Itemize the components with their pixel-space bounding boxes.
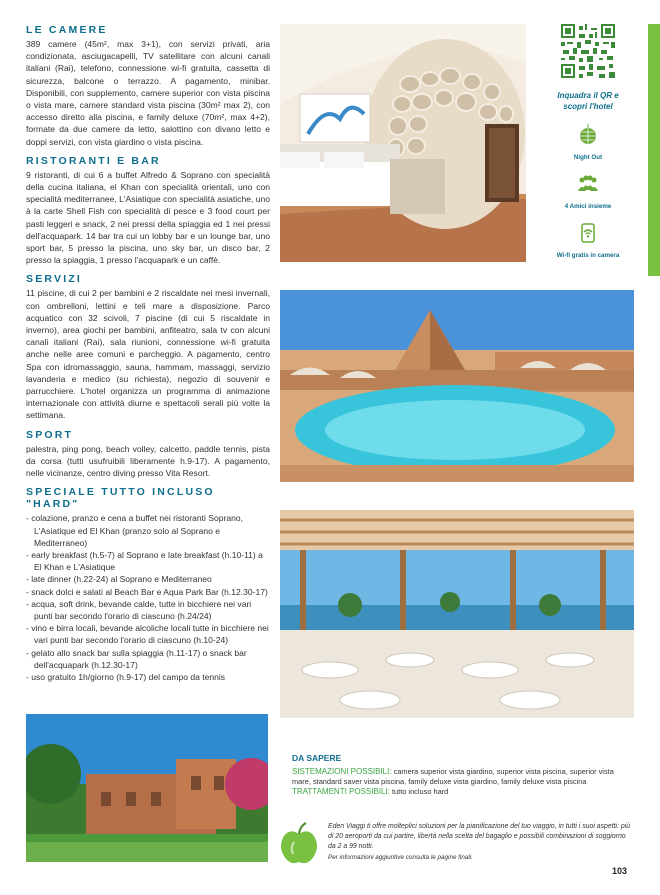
eden-paragraph <box>328 822 632 863</box>
restaurant-photo <box>280 510 634 718</box>
disco-ball-icon <box>577 124 599 146</box>
info-box <box>292 753 632 797</box>
trattamenti-label: TRATTAMENTI POSSIBILI: <box>292 787 390 796</box>
feature-label: 4 Amici insieme <box>564 203 612 210</box>
list-item: - snack dolci e salati al Beach Bar e Aqua Park Bar (h.12.30-17) <box>26 586 268 597</box>
sistemazioni-line <box>292 767 632 787</box>
list-item: - colazione, pranzo e cena a buffet nei ristoranti Soprano, L'Asiatique ed El Khan (pranzo solo al Soprano e Mediterraneo) <box>26 513 243 548</box>
section-title-speciale: SPECIALE TUTTO INCLUSO "HARD" <box>26 486 215 511</box>
eden-text: Eden Viaggi ti offre molteplici soluzioni per la pianificazione del tuo viaggio, in tutti i suoi aspetti: più di 20 aeroporti da cui partire, libertà nella scelta del bagaglio e possibili combinazioni di soggiorno da 2 a 99 notti. <box>328 823 631 850</box>
qr-caption: Inquadra il QR e scopri l'hotel <box>557 91 619 111</box>
sport-text: palestra, ping pong, beach volley, calcetto, paddle tennis, pista da corsa (tutti usufruibili liberamente h.9-17). A pagamento, nelle vicinanze, centro diving presso Vita Resort. <box>26 443 270 479</box>
list-item: - vino e birra locali, bevande alcoliche locali tutte in bicchiere nei vari punti bar secondo l'orario di ciascuno (h.10-24) <box>26 623 269 646</box>
trattamenti-line <box>292 787 632 797</box>
camere-text: 389 camere (45m², max 3+1), con servizi privati, aria condizionata, asciugacapelli, TV satellitare con alcuni canali italiani (Rai), telefono, connessione wi-fi gratuita, cassetta di sicurezza, balcone o terrazzo. A pagamento, minibar. Disponibili, con supplemento, camere superior con vista piscina o vista mare, camere standard vista piscina (30m² max 2), con accesso diretto alla piscina, e family deluxe (70m², max 4+2), formate da due camere da letto, salottino con divano letto e doppi servizi, con vista giardino o vista piscina. <box>26 39 270 147</box>
list-item: - uso gratuito 1h/giorno (h.9-17) del campo da tennis <box>26 671 226 682</box>
section-sport <box>26 429 270 480</box>
apple-logo-icon <box>278 822 320 866</box>
list-item: - gelato allo snack bar sulla spiaggia (h.11-17) o snack bar dell'acquapark (h.12.30-17) <box>26 647 247 670</box>
green-page-tab <box>648 24 660 276</box>
eden-note: Per informazioni aggiuntive consulta le pagine finali. <box>328 854 473 861</box>
trattamenti-text: tutto incluso hard <box>389 787 449 796</box>
section-speciale <box>26 486 270 683</box>
friends-icon <box>577 173 599 195</box>
section-title-sport: SPORT <box>26 428 74 441</box>
garden-photo <box>26 714 268 862</box>
sistemazioni-label: SISTEMAZIONI POSSIBILI: <box>292 767 392 776</box>
pool-photo <box>280 290 634 482</box>
list-item: - acqua, soft drink, bevande calde, tutte in bicchiere nei vari punti bar secondo l'orario di ciascuno (h.24/24) <box>26 598 252 621</box>
feature-label: Wi-fi gratis in camera <box>556 252 620 259</box>
inclusions-list <box>26 512 270 683</box>
left-column <box>26 24 270 690</box>
ristoranti-text: 9 ristoranti, di cui 6 a buffet Alfredo & Soprano con specialità della cucina italiana, el Khan con specialità orientali, uno con specialità mediterranee, L'Asiatique con specialità asiatiche, uno à la carte Shell Fish con specialità di pesce e 3 food court per pasti leggeri e snack, 2 nei pressi della spiaggia ed 1 nei pressi dell'acquapark. 14 bar tra cui un lobby bar e un lounge bar, uno sport bar, 5 presso la piscina, uno sky bar, un disco bar, 2 presso la spiaggia, 1 presso l'acquapark e un caffè. <box>26 169 270 266</box>
section-title-servizi: SERVIZI <box>26 273 83 286</box>
feature-wifi <box>552 222 624 259</box>
feature-night-out <box>552 124 624 161</box>
wifi-icon <box>577 222 599 244</box>
section-title-ristoranti: RISTORANTI E BAR <box>26 154 161 167</box>
feature-label: Night Out <box>573 154 603 161</box>
section-camere <box>26 24 270 148</box>
section-ristoranti <box>26 155 270 267</box>
section-title-camere: LE CAMERE <box>26 24 108 36</box>
info-heading: DA SAPERE <box>292 753 342 763</box>
page-number: 103 <box>612 866 628 876</box>
feature-friends <box>552 173 624 210</box>
qr-code-icon[interactable] <box>561 24 615 78</box>
servizi-text: 11 piscine, di cui 2 per bambini e 2 riscaldate nei mesi invernali, con ombrelloni, lettini e teli mare a disposizione. Parco acquatico con 32 scivoli, 7 piscine (di cui 5 riscaldate in inverno), area giochi per bambini, anfiteatro, sala tv con alcuni canali italiani (Rai), sala riunioni, connessione wi-fi gratuita anche nelle aree comuni e parcheggio. A pagamento, centro Spa con idromassaggio, sauna, hammam, massaggi, servizio lavanderia e medico (su richiesta), negozio di souvenir e parrucchiere. L'hotel organizza un programma di animazione internazionale con attività diurne e spettacoli serali più volte la settimana. <box>26 288 270 421</box>
list-item: - early breakfast (h.5-7) al Soprano e late breakfast (h.10-11) a El Khan e L'Asiatique <box>26 549 263 573</box>
section-servizi <box>26 273 270 421</box>
list-item: - late dinner (h.22-24) al Soprano e Mediterraneo <box>26 574 212 585</box>
sidebar <box>552 24 624 259</box>
sistemazioni-text: camera superior vista giardino, superior vista piscina, superior vista mare, standard saver vista piscina, family deluxe vista giardino, family deluxe vista piscina <box>292 767 614 786</box>
bedroom-photo <box>280 24 526 262</box>
